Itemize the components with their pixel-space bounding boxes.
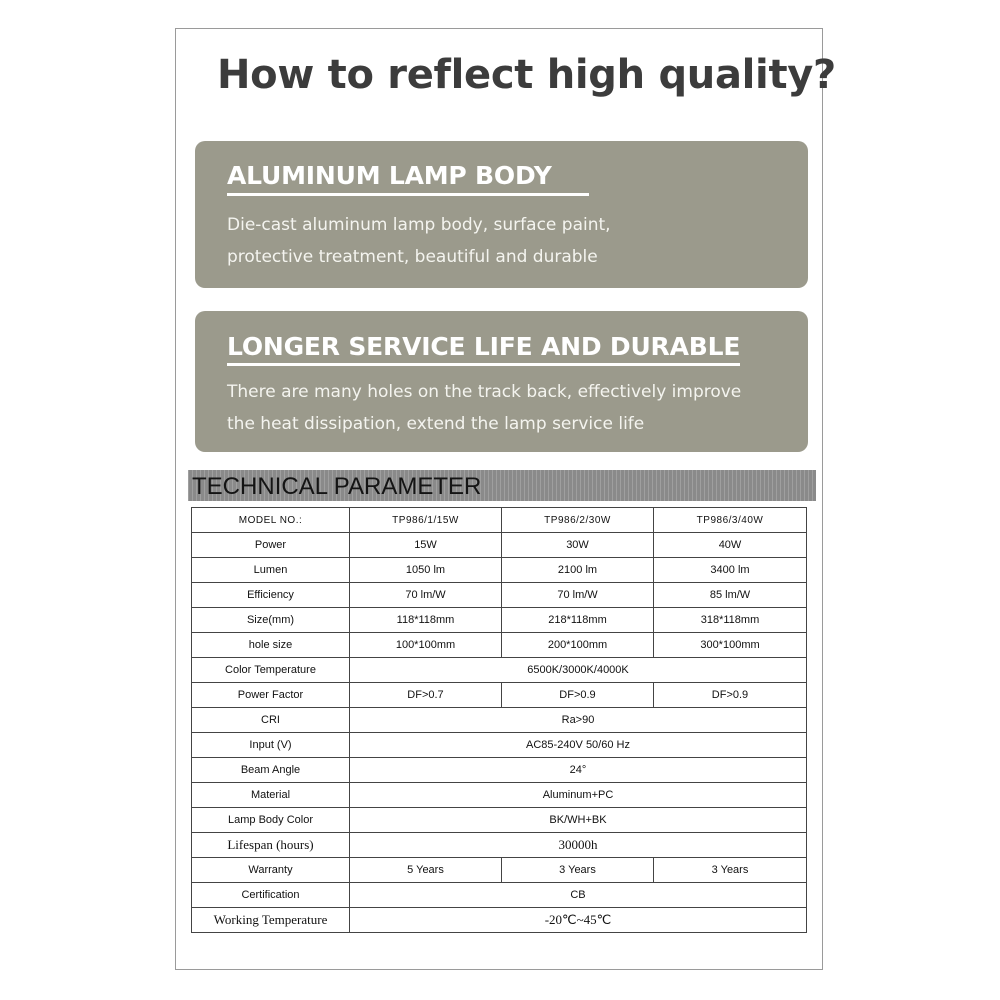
header-cell: MODEL NO.: <box>192 508 350 533</box>
row-label: Input (V) <box>192 733 350 758</box>
table-cell: 6500K/3000K/4000K <box>350 658 807 683</box>
table-cell: AC85-240V 50/60 Hz <box>350 733 807 758</box>
table-row <box>192 658 807 683</box>
table-cell: 85 lm/W <box>654 583 807 608</box>
row-label: Color Temperature <box>192 658 350 683</box>
row-label: Power <box>192 533 350 558</box>
table-cell: DF>0.7 <box>350 683 502 708</box>
header-cell: TP986/1/15W <box>350 508 502 533</box>
table-row <box>192 708 807 733</box>
row-label: Lumen <box>192 558 350 583</box>
table-row <box>192 858 807 883</box>
table-row <box>192 533 807 558</box>
table-row <box>192 683 807 708</box>
table-row <box>192 733 807 758</box>
table-row <box>192 883 807 908</box>
table-cell: 3400 lm <box>654 558 807 583</box>
header-cell: TP986/2/30W <box>502 508 654 533</box>
table-cell: 2100 lm <box>502 558 654 583</box>
table-cell: 5 Years <box>350 858 502 883</box>
table-cell: 3 Years <box>654 858 807 883</box>
table-cell: Ra>90 <box>350 708 807 733</box>
table-cell: 24° <box>350 758 807 783</box>
table-cell: 30W <box>502 533 654 558</box>
table-cell: CB <box>350 883 807 908</box>
table-cell: DF>0.9 <box>654 683 807 708</box>
table-cell: 100*100mm <box>350 633 502 658</box>
table-cell: 70 lm/W <box>350 583 502 608</box>
table-row <box>192 583 807 608</box>
table-row <box>192 808 807 833</box>
headline: How to reflect high quality? <box>217 52 836 98</box>
title-underline <box>227 363 740 366</box>
row-label: hole size <box>192 633 350 658</box>
table-cell: 40W <box>654 533 807 558</box>
table-cell: DF>0.9 <box>502 683 654 708</box>
row-label: Lamp Body Color <box>192 808 350 833</box>
description-line: Die-cast aluminum lamp body, surface paint, <box>227 215 611 235</box>
table-cell: 1050 lm <box>350 558 502 583</box>
row-label: Warranty <box>192 858 350 883</box>
table-cell: 118*118mm <box>350 608 502 633</box>
feature-panel-aluminum-body <box>195 141 808 288</box>
row-label: Lifespan (hours) <box>192 833 350 858</box>
table-cell: 318*118mm <box>654 608 807 633</box>
row-label: Material <box>192 783 350 808</box>
table-cell: 30000h <box>350 833 807 858</box>
table-row <box>192 783 807 808</box>
table-row <box>192 608 807 633</box>
panel-description <box>227 209 611 273</box>
table-cell: -20℃~45℃ <box>350 908 807 933</box>
header-cell: TP986/3/40W <box>654 508 807 533</box>
table-header-row <box>192 508 807 533</box>
table-row <box>192 833 807 858</box>
row-label: Efficiency <box>192 583 350 608</box>
spec-table <box>191 507 807 933</box>
table-row <box>192 558 807 583</box>
technical-parameter-title: TECHNICAL PARAMETER <box>192 473 482 500</box>
description-line: protective treatment, beautiful and durable <box>227 247 598 267</box>
panel-description <box>227 376 741 440</box>
table-cell: 300*100mm <box>654 633 807 658</box>
row-label: Working Temperature <box>192 908 350 933</box>
table-cell: 3 Years <box>502 858 654 883</box>
feature-panel-service-life <box>195 311 808 452</box>
panel-title: ALUMINUM LAMP BODY <box>227 161 552 190</box>
row-label: Beam Angle <box>192 758 350 783</box>
title-underline <box>227 193 589 196</box>
table-cell: BK/WH+BK <box>350 808 807 833</box>
table-row <box>192 633 807 658</box>
table-cell: Aluminum+PC <box>350 783 807 808</box>
table-cell: 70 lm/W <box>502 583 654 608</box>
table-row <box>192 758 807 783</box>
description-line: There are many holes on the track back, effectively improve <box>227 382 742 402</box>
panel-title: LONGER SERVICE LIFE AND DURABLE <box>227 332 741 361</box>
row-label: Power Factor <box>192 683 350 708</box>
table-cell: 200*100mm <box>502 633 654 658</box>
table-cell: 15W <box>350 533 502 558</box>
row-label: Certification <box>192 883 350 908</box>
table-cell: 218*118mm <box>502 608 654 633</box>
description-line: the heat dissipation, extend the lamp service life <box>227 414 645 434</box>
row-label: Size(mm) <box>192 608 350 633</box>
technical-parameter-bar <box>188 470 816 501</box>
table-row <box>192 908 807 933</box>
row-label: CRI <box>192 708 350 733</box>
